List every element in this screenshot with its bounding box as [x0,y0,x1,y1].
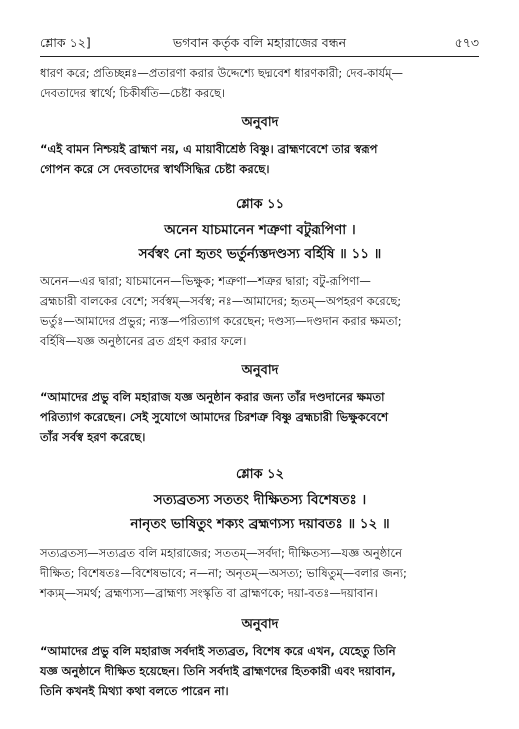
translation-heading: অনুবাদ [241,617,279,632]
header-rule [40,56,479,57]
synonyms-line: অনেন—এর দ্বারা; যাচমানেন—ভিক্ষুক; শত্রুণা—শত্রুর দ্বারা; বটু-রূপিণা— [40,274,371,288]
translation-heading: অনুবাদ [241,363,279,378]
synonyms-line: শক্যম্—সমর্থ; ব্রহ্মণ্যস্য—ব্রাহ্মণ্য সংস্কৃতি বা ব্রাহ্মণকে; দয়া-বতঃ—দয়াবান। [40,586,378,600]
synonyms-line: ভর্তুঃ—আমাদের প্রভুর; ন্যস্ত—পরিত্যাগ করেছেন; দণ্ডস্য—দণ্ডদান করার ক্ষমতা; [40,314,402,328]
translation-line: “আমাদের প্রভু বলি মহারাজ যজ্ঞ অনুষ্ঠান করার জন্য তাঁর দণ্ডদানের ক্ষমতা [40,390,385,404]
synonyms-line: ব্রহ্মচারী বালকের বেশে; সর্বস্বম্—সর্বস্ব; নঃ—আমাদের; হৃতম্—অপহরণ করেছে; [40,294,402,308]
translation-line: যজ্ঞ অনুষ্ঠানে দীক্ষিত হয়েছেন। তিনি সর্বদাই ব্রাহ্মণদের হিতকারী এবং দয়াবান, [40,664,396,678]
synonyms-continued-line: ধারণ করে; প্রতিচ্ছন্নঃ—প্রতারণা করার উদ্দেশ্যে ছদ্মবেশ ধারণকারী; দেব-কার্যম্— [40,66,404,80]
verse-line: সর্বস্বং নো হৃতং ভর্তুর্ন্যস্তদণ্ডস্য বর্হিষি ॥ ১১ ॥ [138,246,382,262]
translation-line: তাঁর সর্বস্ব হরণ করেছে। [40,430,146,444]
synonyms-line: বর্হিষি—যজ্ঞ অনুষ্ঠানের ব্রত গ্রহণ করার ফলে। [40,334,247,348]
translation-line: “আমাদের প্রভু বলি মহারাজ সর্বদাই সত্যব্রত, বিশেষ করে এখন, যেহেতু তিনি [40,644,396,658]
verse-line: সত্যব্রতস্য সততং দীক্ষিতস্য বিশেষতঃ । [153,492,367,508]
verse-line: অনেন যাচমানেন শত্রুণা বটুরূপিণা । [164,222,356,238]
synonyms-line: সত্যব্রতস্য—সত্যব্রত বলি মহারাজের; সততম্—সর্বদা; দীক্ষিতস্য—যজ্ঞ অনুষ্ঠানে [40,546,402,560]
verse-heading: শ্লোক ১২ [235,467,285,482]
running-header [40,32,479,54]
verse-line: নানৃতং ভাষিতুং শক্যং ব্রহ্মণ্যস্য দয়াবতঃ ॥ ১২ ॥ [130,516,390,532]
translation-line: গোপন করে সে দেবতাদের স্বার্থসিদ্ধির চেষ্টা করছে। [40,162,270,176]
translation-line: পরিত্যাগ করেছেন। সেই সুযোগে আমাদের চিরশত্রু বিষ্ণু ব্রহ্মচারী ভিক্ষুকবেশে [40,410,389,424]
translation-line: “এই বামন নিশ্চয়ই ব্রাহ্মণ নয়, এ মায়াবীশ্রেষ্ঠ বিষ্ণু। ব্রাহ্মণবেশে তার স্বরূপ [40,142,378,156]
header-verse-ref: শ্লোক ১২] [40,35,91,50]
verse-heading: শ্লোক ১১ [235,197,285,212]
header-chapter-title: ভগবান কর্তৃক বলি মহারাজের বন্ধন [172,35,347,50]
translation-heading: অনুবাদ [241,115,279,130]
synonyms-continued-line: দেবতাদের স্বার্থে; চিকীর্ষতি—চেষ্টা করছে। [40,86,226,100]
synonyms-line: দীক্ষিত; বিশেষতঃ—বিশেষভাবে; ন—না; অনৃতম্—অসত্য; ভাষিতুম্—বলার জন্য; [40,566,407,580]
header-page-number: ৫৭৩ [454,35,479,50]
translation-line: তিনি কখনই মিথ্যা কথা বলতে পারেন না। [40,684,229,698]
